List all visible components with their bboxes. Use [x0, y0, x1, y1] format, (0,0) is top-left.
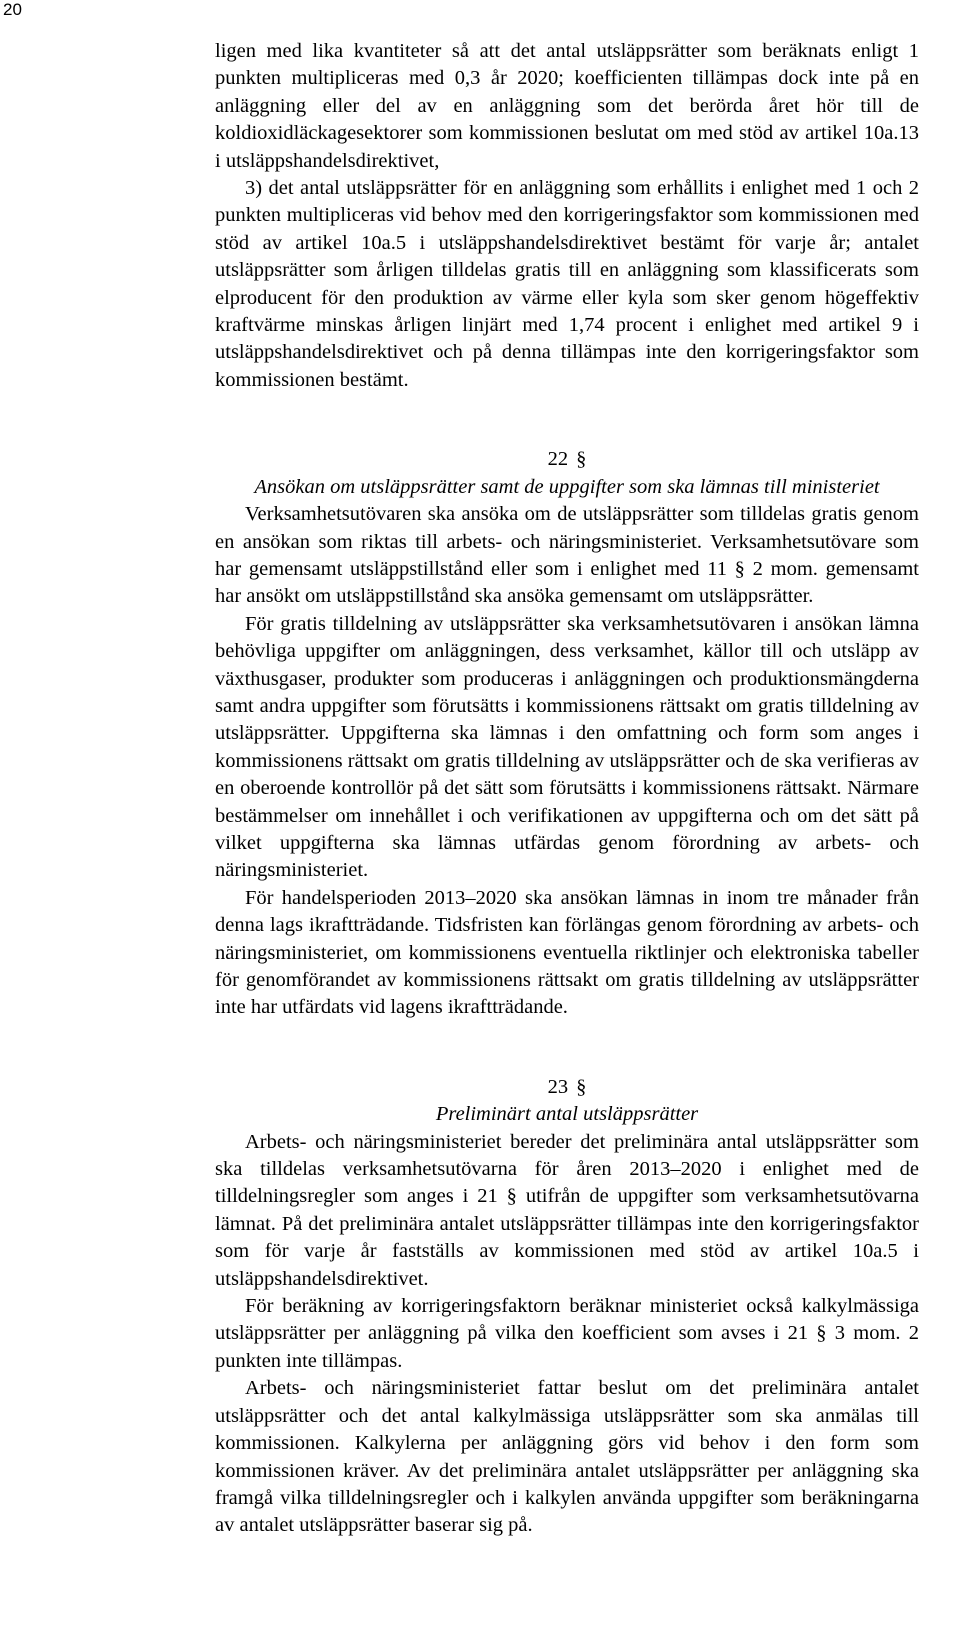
page-number: 20: [3, 0, 22, 19]
document-body: [215, 38, 919, 1540]
section-22-title: Ansökan om utsläppsrätter samt de uppgifter som ska lämnas till ministeriet: [254, 475, 880, 498]
section-23-heading: [215, 1074, 919, 1101]
section-number: 23: [547, 1075, 569, 1098]
paragraph: För beräkning av korrigeringsfaktorn beräknar ministeriet också kalkylmässiga utsläppsrätter per anläggning på vilka den koefficient som avses i 21 § 3 mom. 2 punkten inte tillämpas.: [215, 1295, 919, 1372]
paragraph: För handelsperioden 2013–2020 ska ansökan lämnas in inom tre månader från denna lags ikraftträdande. Tidsfristen kan förlängas genom förordning av arbets- och näringsministeriet, om kommissionens eventuella riktlinjer och elektroniska tabeller för genomförandet av kommissionens rättsakt om gratis tilldelning av utsläppsrätter inte har utfärdats vid lagens ikraftträdande.: [215, 886, 919, 1019]
section-number: 22: [547, 448, 569, 471]
paragraph: 3) det antal utsläppsrätter för en anläggning som erhållits i enlighet med 1 och 2 punkten multipliceras vid behov med den korrigeringsfaktor som kommissionen med stöd av artikel 10a.5 i utsläppshandelsdirektivet bestämt för varje år; antalet utsläppsrätter som årligen tilldelas gratis till en anläggning som klassificerats som elproducent för den produktion av värme eller kyla som sker genom högeffektiv kraftvärme minskas årligen linjärt med 1,74 procent i enlighet med artikel 9 i utsläppshandelsdirektivet och på denna tillämpas inte den korrigeringsfaktor som kommissionen bestämt.: [215, 177, 919, 391]
paragraph: Arbets- och näringsministeriet fattar beslut om det preliminära antalet utsläppsrätter och det antal kalkylmässiga utsläppsrätter som ska anmälas till kommissionen. Kalkylerna per anläggning görs vid behov i den form som kommissionen kräver. Av det preliminära antalet utsläppsrätter per anläggning ska framgå vilka tilldelningsregler och i kalkylen använda uppgifter som beräkningarna av antalet utsläppsrätter baserar sig på.: [215, 1377, 919, 1537]
section-23-title: Preliminärt antal utsläppsrätter: [435, 1103, 699, 1126]
paragraph: ligen med lika kvantiteter så att det antal utsläppsrätter som beräknats enligt 1 punkten multipliceras med 0,3 år 2020; koefficienten tillämpas dock inte på en anläggning eller del av en anläggning som det berörda året hör till de koldioxidläckagesektorer som kommissionen beslutat om med stöd av artikel 10a.13 i utsläppshandelsdirektivet,: [215, 40, 919, 172]
section-sign: §: [576, 448, 587, 471]
section-22-heading: [215, 446, 919, 473]
section-sign: §: [576, 1075, 587, 1098]
paragraph: För gratis tilldelning av utsläppsrätter ska verksamhetsutövaren i ansökan lämna behövliga uppgifter om anläggningen, dess verksamhet, källor till och utsläpp av växthusgaser, produkter som produceras i anläggningen och produktionsmängderna samt andra uppgifter som förutsätts i kommissionens rättsakt om gratis tilldelning av utsläppsrätter. Uppgifterna ska lämnas i den omfattning och form som anges i kommissionens rättsakt om gratis tilldelning av utsläppsrätter och de ska verifieras av en oberoende kontrollör på det sätt som förutsätts i kommissionens rättsakt. Närmare bestämmelser om innehållet i och verifikationen av uppgifterna och om det sätt på vilket uppgifterna ska lämnas utfärdas genom förordning av arbets- och näringsministeriet.: [215, 612, 919, 882]
paragraph: Verksamhetsutövaren ska ansöka om de utsläppsrätter som tilldelas gratis genom en ansökan som riktas till arbets- och näringsministeriet. Verksamhetsutövare som har gemensamt utsläppstillstånd eller som i enlighet med 11 § 2 mom. gemensamt har ansökt om utsläppstillstånd ska ansöka gemensamt om utsläppsrätter.: [215, 503, 919, 608]
paragraph: Arbets- och näringsministeriet bereder det preliminära antal utsläppsrätter som ska tilldelas verksamhetsutövarna för åren 2013–2020 i enlighet med de tilldelningsregler som anges i 21 § utifrån de uppgifter som verksamhetsutövarna lämnat. På det preliminära antalet utsläppsrätter tillämpas inte den korrigeringsfaktor som för varje år fastställs av kommissionen med stöd av artikel 10a.5 i utsläppshandelsdirektivet.: [215, 1130, 919, 1290]
